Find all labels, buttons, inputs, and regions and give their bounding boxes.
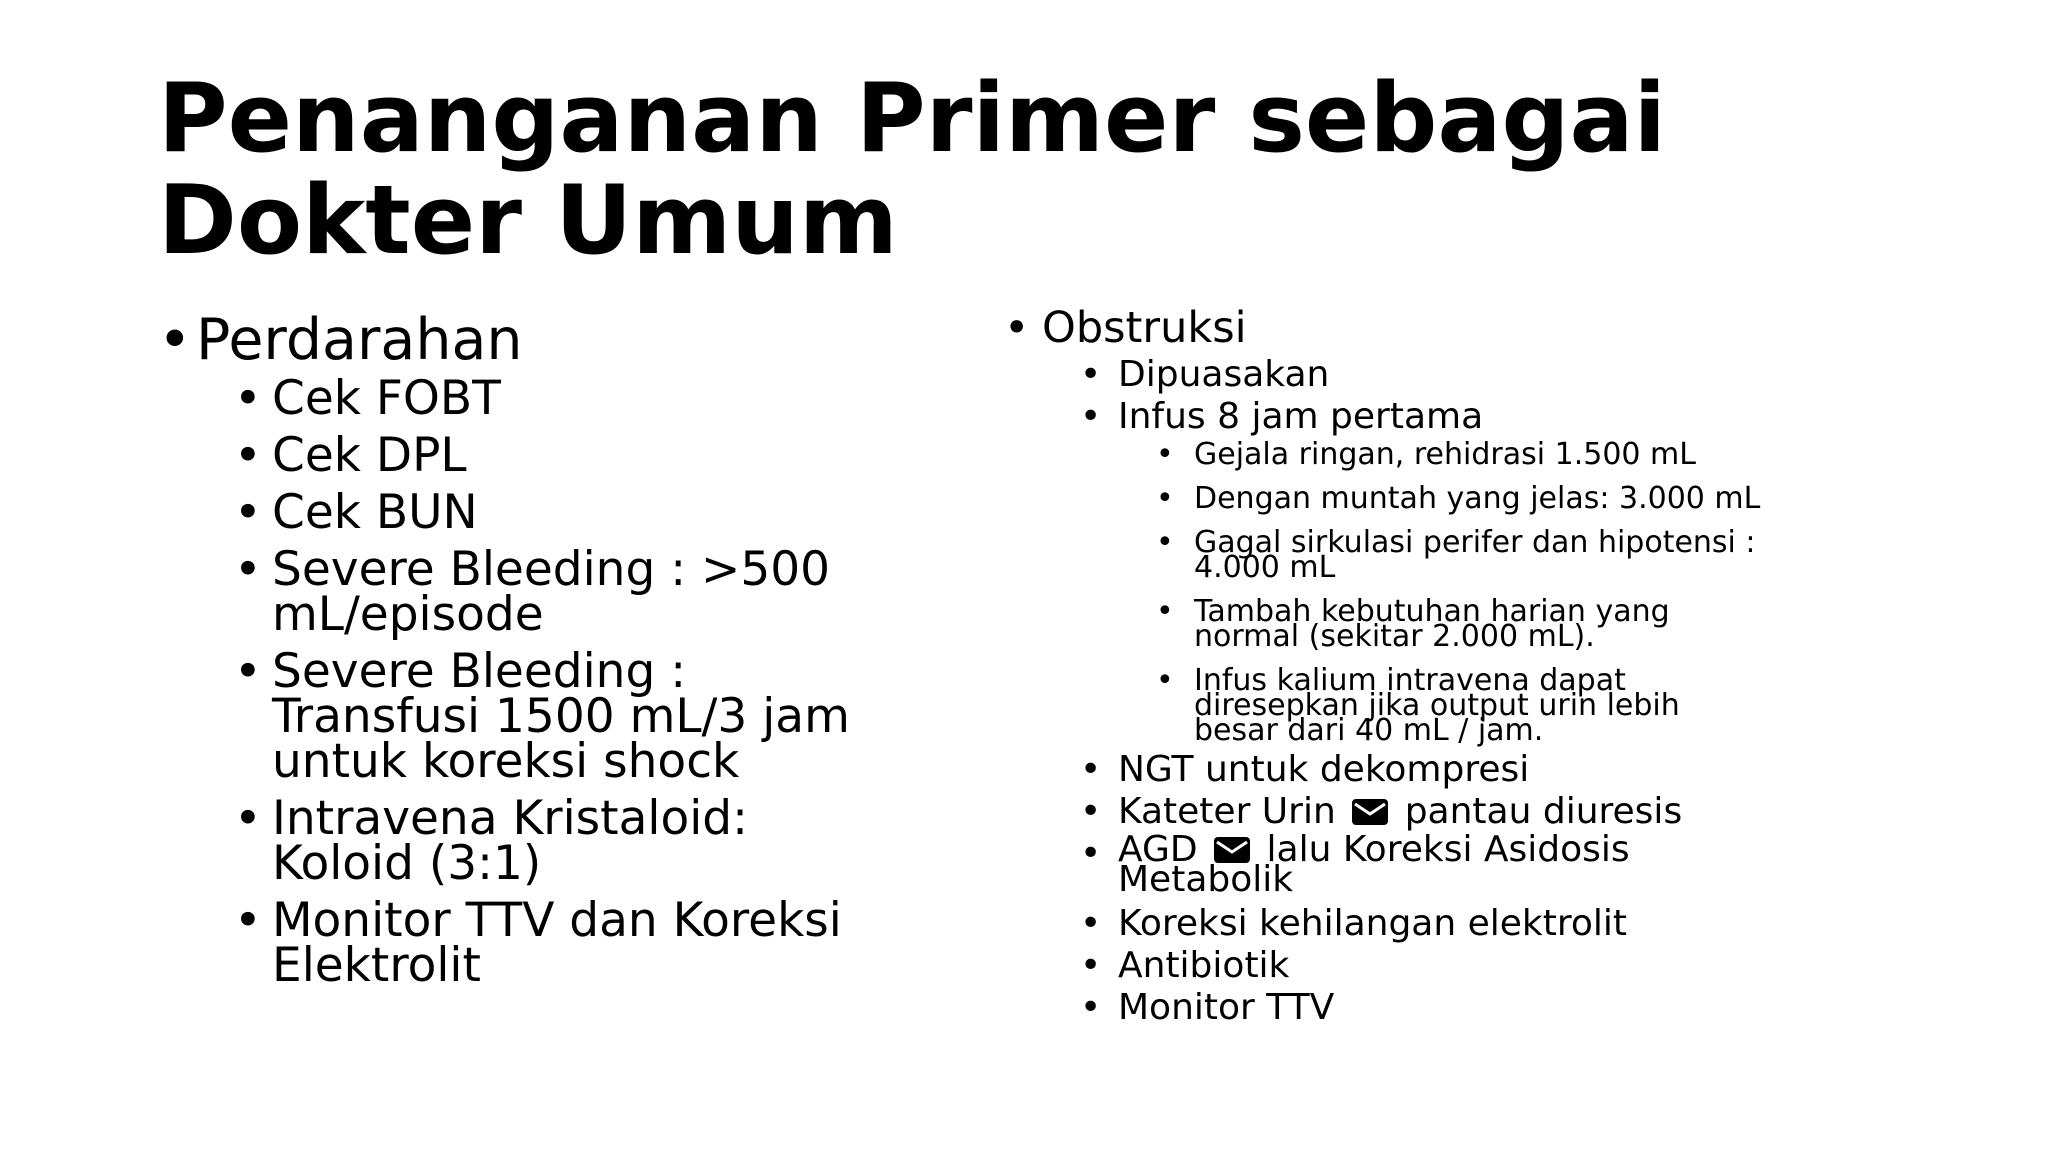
list-item-text: Intravena Kristaloid: Koloid (3:1) bbox=[272, 791, 748, 891]
list-item-text: Infus kalium intravena dapat diresepkan jika output urin lebih besar dari 40 mL / jam. bbox=[1194, 663, 1680, 748]
bullet-obstruksi bbox=[1004, 302, 1764, 354]
bullet-dot: • bbox=[234, 371, 262, 426]
infus-sublist-container bbox=[1080, 437, 1764, 748]
perdarahan-sublist bbox=[234, 371, 878, 993]
list-item-text: Monitor TTV dan Koreksi Elektrolit bbox=[272, 893, 842, 993]
bullet-dot: • bbox=[234, 428, 262, 483]
list-item bbox=[1080, 791, 1764, 833]
bullet-dot: • bbox=[1004, 303, 1030, 353]
list-item bbox=[1080, 987, 1764, 1029]
list-item bbox=[1156, 481, 1764, 516]
bullet-dot: • bbox=[234, 542, 262, 597]
list-item bbox=[1080, 354, 1764, 396]
list-item-text: Cek DPL bbox=[272, 428, 467, 483]
bullet-dot: • bbox=[1080, 396, 1102, 437]
bullet-dot: • bbox=[234, 791, 262, 846]
bullet-dot: • bbox=[1080, 354, 1102, 395]
list-item-text: Tambah kebutuhan harian yang normal (sekitar 2.000 mL). bbox=[1194, 594, 1670, 654]
bullet-dot: • bbox=[158, 307, 192, 373]
list-item bbox=[1080, 396, 1764, 438]
right-column bbox=[1004, 302, 1764, 1029]
list-item-text: Severe Bleeding : Transfusi 1500 mL/3 jam untuk koreksi shock bbox=[272, 644, 850, 789]
list-item bbox=[1080, 903, 1764, 945]
list-item-text: Severe Bleeding : >500 mL/episode bbox=[272, 542, 831, 642]
bullet-dot: • bbox=[234, 893, 262, 948]
list-item bbox=[234, 371, 878, 426]
list-item bbox=[1156, 663, 1764, 748]
bullet-text: Obstruksi bbox=[1042, 303, 1247, 353]
bullet-dot: • bbox=[1080, 791, 1102, 832]
list-item-text: Gagal sirkulasi perifer dan hipotensi : 4.000 mL bbox=[1194, 525, 1756, 585]
list-item-text: Dengan muntah yang jelas: 3.000 mL bbox=[1194, 481, 1761, 516]
kateter-text-a: Kateter Urin bbox=[1118, 791, 1336, 832]
list-item bbox=[234, 485, 878, 540]
bullet-dot: • bbox=[234, 644, 262, 699]
list-item bbox=[234, 644, 878, 789]
list-item-text: Antibiotik bbox=[1118, 945, 1290, 986]
list-item-text: Gejala ringan, rehidrasi 1.500 mL bbox=[1194, 437, 1696, 472]
list-item bbox=[1156, 525, 1764, 585]
list-item bbox=[1080, 749, 1764, 791]
list-item bbox=[1080, 829, 1764, 903]
list-item-text: Infus 8 jam pertama bbox=[1118, 396, 1484, 437]
bullet-dot: • bbox=[1080, 945, 1102, 986]
kateter-text-b: pantau diuresis bbox=[1404, 791, 1683, 832]
list-item-text: Koreksi kehilangan elektrolit bbox=[1118, 903, 1628, 944]
infus-sublist bbox=[1156, 437, 1764, 748]
bullet-dot: • bbox=[1080, 987, 1102, 1028]
list-item bbox=[234, 791, 878, 891]
left-column bbox=[158, 308, 878, 1000]
list-item-text: Cek BUN bbox=[272, 485, 478, 540]
bullet-dot: • bbox=[1080, 833, 1102, 874]
list-item-text: NGT untuk dekompresi bbox=[1118, 749, 1530, 790]
bullet-dot: • bbox=[1156, 437, 1174, 472]
list-item bbox=[1080, 945, 1764, 987]
obstruksi-sublist bbox=[1080, 354, 1764, 1029]
agd-text-b: lalu Koreksi Asidosis Metabolik bbox=[1118, 829, 1630, 900]
list-item-text bbox=[1118, 791, 1764, 833]
list-item bbox=[1156, 437, 1764, 472]
list-item bbox=[234, 893, 878, 993]
slide-title-line-1: Penanganan Primer sebagai bbox=[158, 64, 1667, 174]
list-item-text: Monitor TTV bbox=[1118, 987, 1335, 1028]
bullet-text: Perdarahan bbox=[196, 307, 523, 373]
slide-title-line-2: Dokter Umum bbox=[158, 166, 898, 276]
envelope-icon bbox=[1351, 798, 1389, 826]
list-item bbox=[234, 542, 878, 642]
bullet-perdarahan bbox=[158, 308, 878, 372]
agd-text-a: AGD bbox=[1118, 829, 1198, 870]
bullet-dot: • bbox=[1080, 903, 1102, 944]
list-item-text bbox=[1118, 829, 1764, 900]
bullet-dot: • bbox=[1156, 481, 1174, 516]
bullet-dot: • bbox=[1156, 525, 1174, 560]
bullet-dot: • bbox=[234, 485, 262, 540]
list-item-text: Cek FOBT bbox=[272, 371, 501, 426]
list-item-text: Dipuasakan bbox=[1118, 354, 1330, 395]
bullet-dot: • bbox=[1156, 663, 1174, 698]
slide-title bbox=[158, 64, 1718, 276]
bullet-dot: • bbox=[1080, 749, 1102, 790]
bullet-dot: • bbox=[1156, 594, 1174, 629]
list-item bbox=[234, 428, 878, 483]
list-item bbox=[1156, 594, 1764, 654]
